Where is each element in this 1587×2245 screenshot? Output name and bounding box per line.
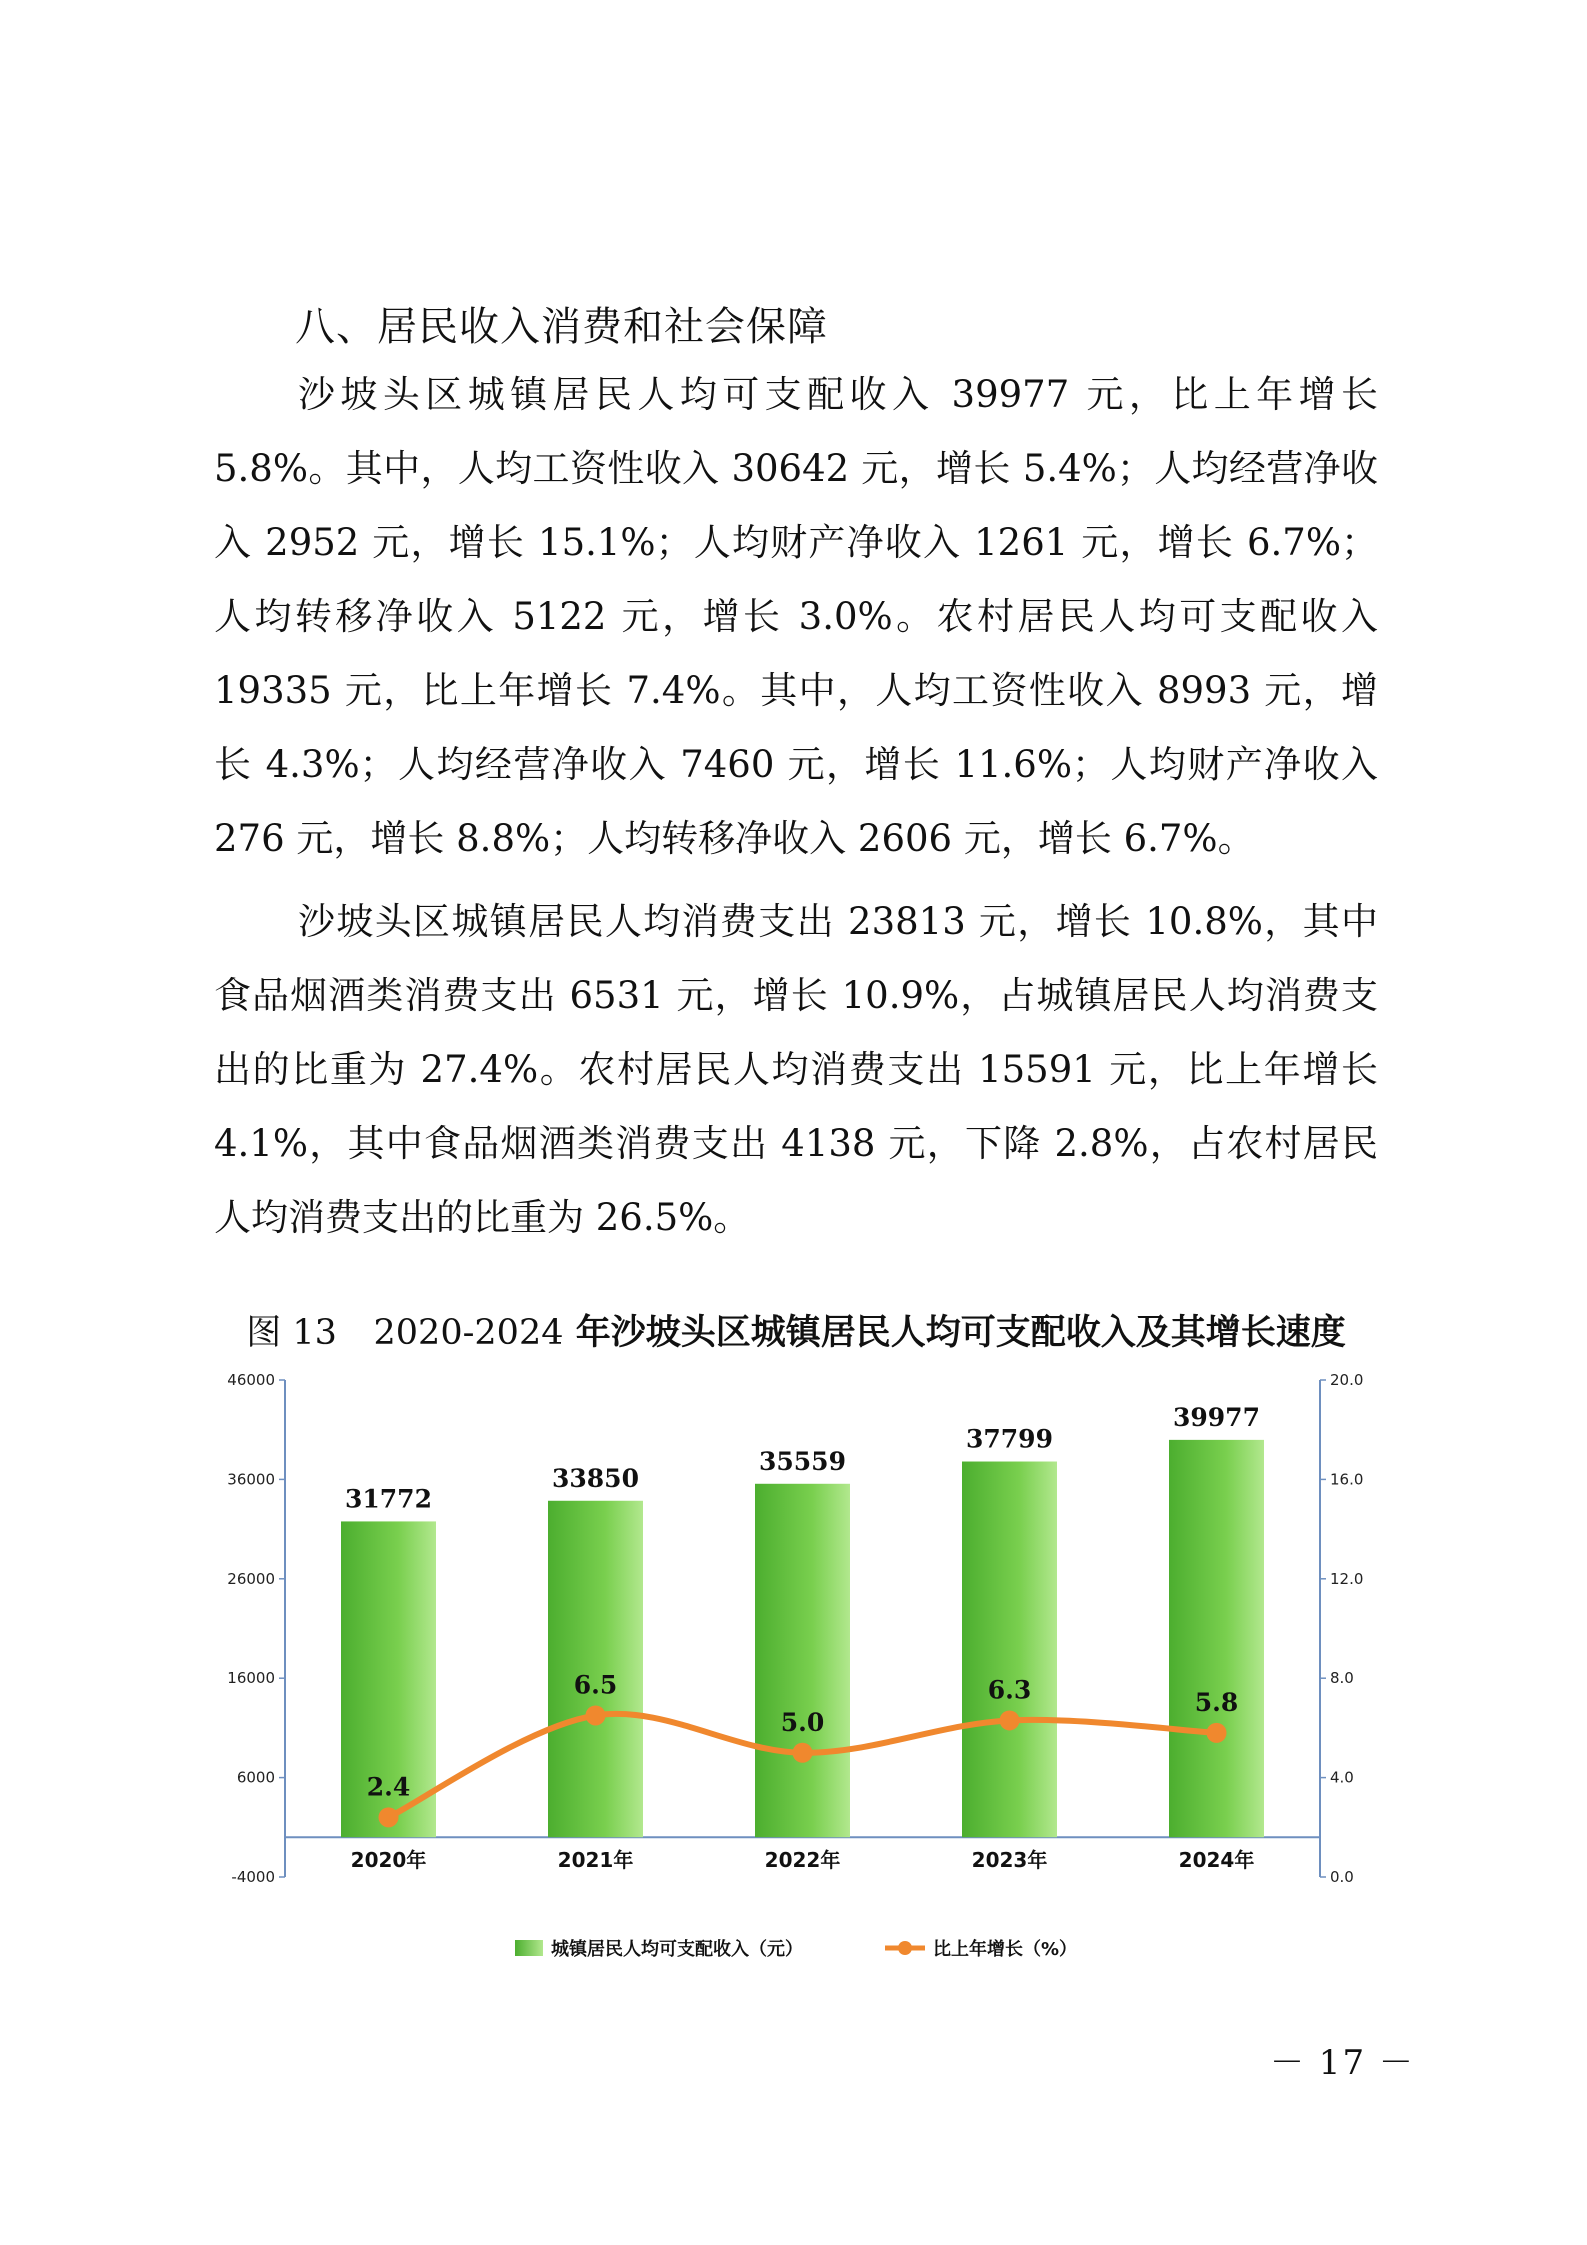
legend-bar-label: 城镇居民人均可支配收入（元） [551, 1939, 803, 1960]
right-tick-label: 8.0 [1330, 1669, 1354, 1688]
growth-point [1207, 1723, 1227, 1743]
section-title: 八、居民收入消费和社会保障 [295, 304, 828, 350]
bar-value-label: 39977 [1173, 1402, 1260, 1432]
right-tick-label: 16.0 [1330, 1470, 1364, 1489]
figure-years: 2020-2024 [373, 1313, 564, 1353]
bar-value-label: 35559 [759, 1446, 846, 1476]
legend-line-label: 比上年增长（%） [933, 1939, 1078, 1960]
right-tick-label: 12.0 [1330, 1569, 1364, 1588]
page-number: － 17 － [1270, 2043, 1415, 2083]
legend-line-marker [898, 1941, 912, 1955]
growth-point [1000, 1710, 1020, 1730]
growth-point [586, 1705, 606, 1725]
growth-value-label: 5.8 [1194, 1687, 1239, 1717]
left-tick-label: 26000 [227, 1569, 275, 1588]
bar-value-label: 37799 [966, 1424, 1053, 1454]
category-label: 2020年 [350, 1848, 427, 1873]
left-tick-label: 6000 [236, 1768, 275, 1787]
right-tick-label: 0.0 [1330, 1868, 1354, 1886]
left-tick-label: -4000 [231, 1868, 275, 1886]
category-label: 2023年 [971, 1848, 1048, 1873]
growth-value-label: 6.3 [987, 1675, 1032, 1705]
bar-value-label: 33850 [552, 1463, 639, 1493]
income-bar [755, 1484, 850, 1837]
growth-value-label: 5.0 [780, 1707, 825, 1737]
growth-point [793, 1743, 813, 1763]
legend-bar-swatch [515, 1940, 543, 1956]
income-bar [548, 1501, 643, 1837]
growth-point [379, 1807, 399, 1827]
income-chart [205, 1365, 1385, 2005]
growth-value-label: 6.5 [573, 1670, 618, 1700]
income-bar [962, 1462, 1057, 1838]
figure-title [214, 1305, 1378, 1355]
figure-label: 图 13 [246, 1313, 337, 1353]
bar-value-label: 31772 [345, 1484, 432, 1514]
left-tick-label: 16000 [227, 1669, 275, 1688]
left-tick-label: 46000 [227, 1371, 275, 1389]
figure-caption: 年沙坡头区城镇居民人均可支配收入及其增长速度 [575, 1312, 1346, 1353]
category-label: 2022年 [764, 1848, 841, 1873]
right-tick-label: 4.0 [1330, 1768, 1354, 1787]
left-tick-label: 36000 [227, 1470, 275, 1489]
income-bar [1169, 1440, 1264, 1837]
paragraph-consumption: 沙坡头区城镇居民人均消费支出 23813 元，增长 10.8%，其中食品烟酒类消费支出 6531 元，增长 10.9%，占城镇居民人均消费支出的比重为 27.4%。农村居民人均消费支出 15591 元，比上年增长 4.1%，其中食品烟酒类消费支出 4138 元，下降 2.8%，占农村居民人均消费支出的比重为 26.5%。 [214, 900, 1378, 1239]
right-tick-label: 20.0 [1330, 1371, 1364, 1389]
category-label: 2021年 [557, 1848, 634, 1873]
paragraph-income: 沙坡头区城镇居民人均可支配收入 39977 元，比上年增长 5.8%。其中，人均工资性收入 30642 元，增长 5.4%；人均经营净收入 2952 元，增长 15.1%；人均财产净收入 1261 元，增长 6.7%；人均转移净收入 5122 元，增长 3.0%。农村居民人均可支配收入 19335 元，比上年增长 7.4%。其中，人均工资性收入 8993 元，增长 4.3%；人均经营净收入 7460 元，增长 11.6%；人均财产净收入 276 元，增长 8.8%；人均转移净收入 2606 元，增长 6.7%。 [214, 373, 1378, 860]
category-label: 2024年 [1178, 1848, 1255, 1873]
growth-value-label: 2.4 [366, 1772, 411, 1802]
